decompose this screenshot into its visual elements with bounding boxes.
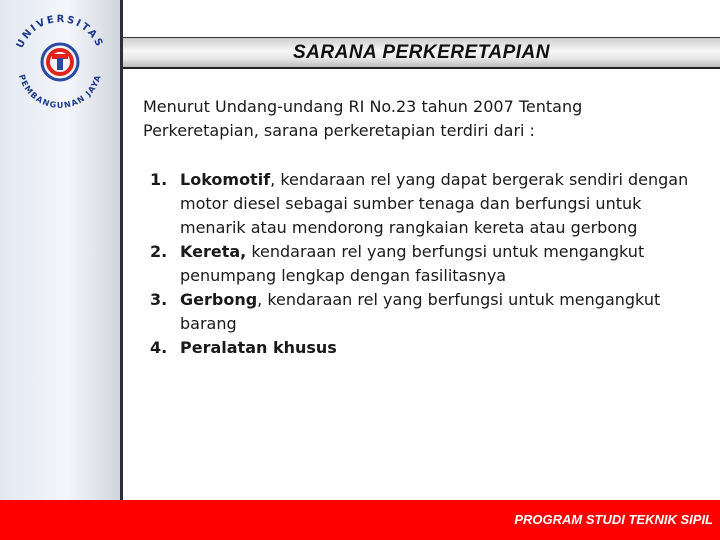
list-item — [150, 240, 690, 288]
list-item-term: Lokomotif — [180, 170, 271, 189]
logo-emblem-icon — [42, 44, 78, 80]
list-item-term: Kereta, — [180, 242, 247, 261]
university-logo — [4, 4, 116, 116]
slide-title: SARANA PERKERETAPIAN — [292, 42, 551, 63]
sarana-list — [150, 168, 690, 360]
intro-paragraph: Menurut Undang-undang RI No.23 tahun 2007 Tentang Perkeretapian, sarana perkeretapian terdiri dari : — [143, 97, 583, 140]
list-item-number: 1. — [150, 170, 168, 189]
list-item-description: kendaraan rel yang berfungsi untuk mengangkut penumpang lengkap dengan fasilitasnya — [180, 242, 645, 285]
list-item-description: , kendaraan rel yang dapat bergerak sendiri dengan motor diesel sebagai sumber tenaga dan berfungsi untuk menarik atau mendorong rangkaian kereta atau gerbong — [180, 170, 689, 237]
list-item-term: Gerbong — [180, 290, 258, 309]
list-item-description: , kendaraan rel yang berfungsi untuk mengangkut barang — [180, 290, 661, 333]
list-item-number: 2. — [150, 242, 168, 261]
sidebar-divider — [120, 0, 123, 500]
list-item-number: 3. — [150, 290, 168, 309]
list-item — [150, 288, 690, 336]
slide-title-bar — [123, 37, 720, 69]
logo-text-top: UNIVERSITAS — [14, 13, 106, 51]
footer-label: PROGRAM STUDI TEKNIK SIPIL — [514, 512, 713, 527]
list-item — [150, 336, 690, 360]
list-item — [150, 168, 690, 240]
logo-text-bottom: PEMBANGUNAN JAYA — [17, 73, 103, 111]
list-item-term: Peralatan khusus — [180, 338, 337, 357]
list-item-number: 4. — [150, 338, 168, 357]
footer-bar — [0, 500, 720, 540]
